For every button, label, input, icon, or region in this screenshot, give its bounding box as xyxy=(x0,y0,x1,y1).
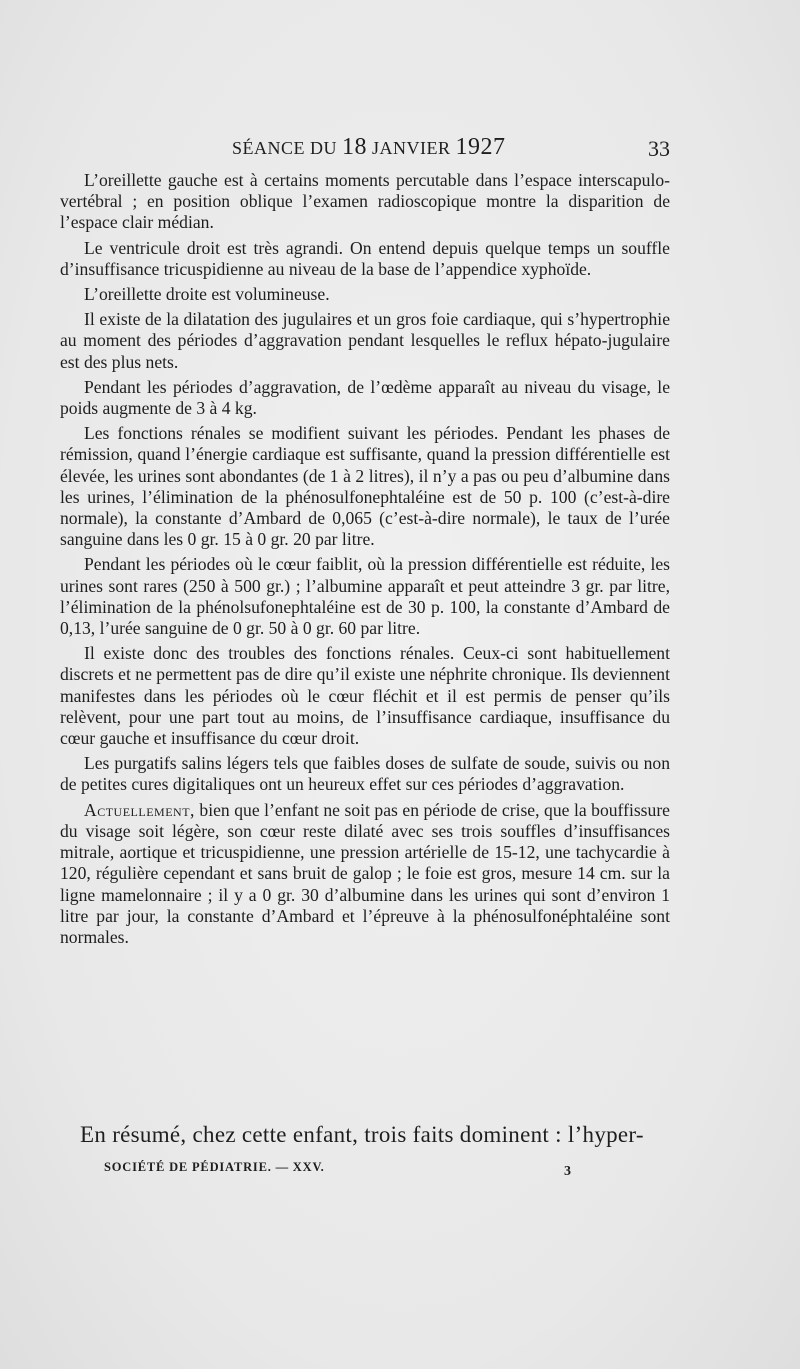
running-head-day: 18 xyxy=(342,134,368,160)
paragraph-text: bien que l’enfant ne soit pas en période de crise, que la bouffissure du visage soit légère, son cœur reste dilaté avec ses trois souffles d’insuffisances mitrale, aortique et tricuspidienne, une pression artérielle de 15-12, une tachycardie à 120, régulière cependant et sans bruit de galop ; le foie est gros, mesure 14 cm. sur la ligne mamelonnaire ; il y a 0 gr. 30 d’albumine dans les urines qui sont d’environ 1 litre par jour, la constante d’Ambard et l’épreuve à la phénosulfonéphtaléine sont normales. xyxy=(60,799,670,947)
body-text xyxy=(60,170,670,952)
paragraph: Le ventricule droit est très agrandi. On entend depuis quelque temps un souffle d’insuffisance tricuspidienne au niveau de la base de l’appendice xyphoïde. xyxy=(60,237,670,279)
paragraph: Les fonctions rénales se modifient suivant les périodes. Pendant les phases de rémission, quand l’énergie cardiaque est suffisante, quand la pression différentielle est élevée, les urines sont abondantes (de 1 à 2 litres), il n’y a pas ou peu d’albumine dans les urines, l’élimination de la phénosulfonephtaléine est de 50 p. 100 (c’est-à-dire normale), la constante d’Ambard de 0,065 (c’est-à-dire normale), le taux de l’urée sanguine dans les 0 gr. 15 à 0 gr. 20 par litre. xyxy=(60,423,670,550)
paragraph: L’oreillette gauche est à certains moments percutable dans l’espace interscapulo-vertébral ; en position oblique l’examen radioscopique montre la disparition de l’espace clair médian. xyxy=(60,170,670,233)
footer-signature-number: 3 xyxy=(564,1164,572,1179)
running-head xyxy=(232,134,506,161)
paragraph: Les purgatifs salins légers tels que faibles doses de sulfate de soude, suivis ou non de petites cures digitaliques ont un heureux effet sur ces périodes d’aggravation. xyxy=(60,753,670,795)
paragraph: Pendant les périodes d’aggravation, de l’œdème apparaît au niveau du visage, le poids augmente de 3 à 4 kg. xyxy=(60,376,670,419)
paragraph: L’oreillette droite est volumineuse. xyxy=(84,284,330,305)
running-head-prefix: SÉANCE DU xyxy=(232,138,343,158)
paragraph-actuellement xyxy=(60,800,670,948)
paragraph: Il existe de la dilatation des jugulaires et un gros foie cardiaque, qui s’hypertrophie au moment des périodes d’aggravation pendant lesquelles le reflux hépato-jugulaire est des plus nets. xyxy=(60,309,670,372)
page-header xyxy=(60,134,670,162)
running-head-year: 1927 xyxy=(455,134,506,160)
paragraph: Il existe donc des troubles des fonctions rénales. Ceux-ci sont habituellement discrets et ne permettent pas de dire qu’il existe une néphrite chronique. Ils deviennent manifestes dans les périodes où le cœur fléchit et il est permis de penser qu’ils relèvent, pour une part tout au moins, de l’insuffisance cardiaque, insuffisance du cœur gauche et insuffisance du cœur droit. xyxy=(60,643,670,749)
page-number: 33 xyxy=(648,136,670,161)
paragraph: Pendant les périodes où le cœur faiblit, où la pression différentielle est réduite, les urines sont rares (250 à 500 gr.) ; l’albumine apparaît et peut atteindre 3 gr. par litre, l’élimination de la phénolsufonephtaléine est de 30 p. 100, la constante d’Ambard de 0,13, l’urée sanguine de 0 gr. 50 à 0 gr. 60 par litre. xyxy=(60,554,670,639)
closing-line: En résumé, chez cette enfant, trois faits dominent : l’hyper- xyxy=(80,1122,644,1147)
page-footer xyxy=(104,1160,604,1180)
paragraph-lead-word: Actuellement, xyxy=(84,799,195,820)
running-head-month: JANVIER xyxy=(367,138,456,158)
footer-signature-title: SOCIÉTÉ DE PÉDIATRIE. — XXV. xyxy=(104,1160,325,1174)
